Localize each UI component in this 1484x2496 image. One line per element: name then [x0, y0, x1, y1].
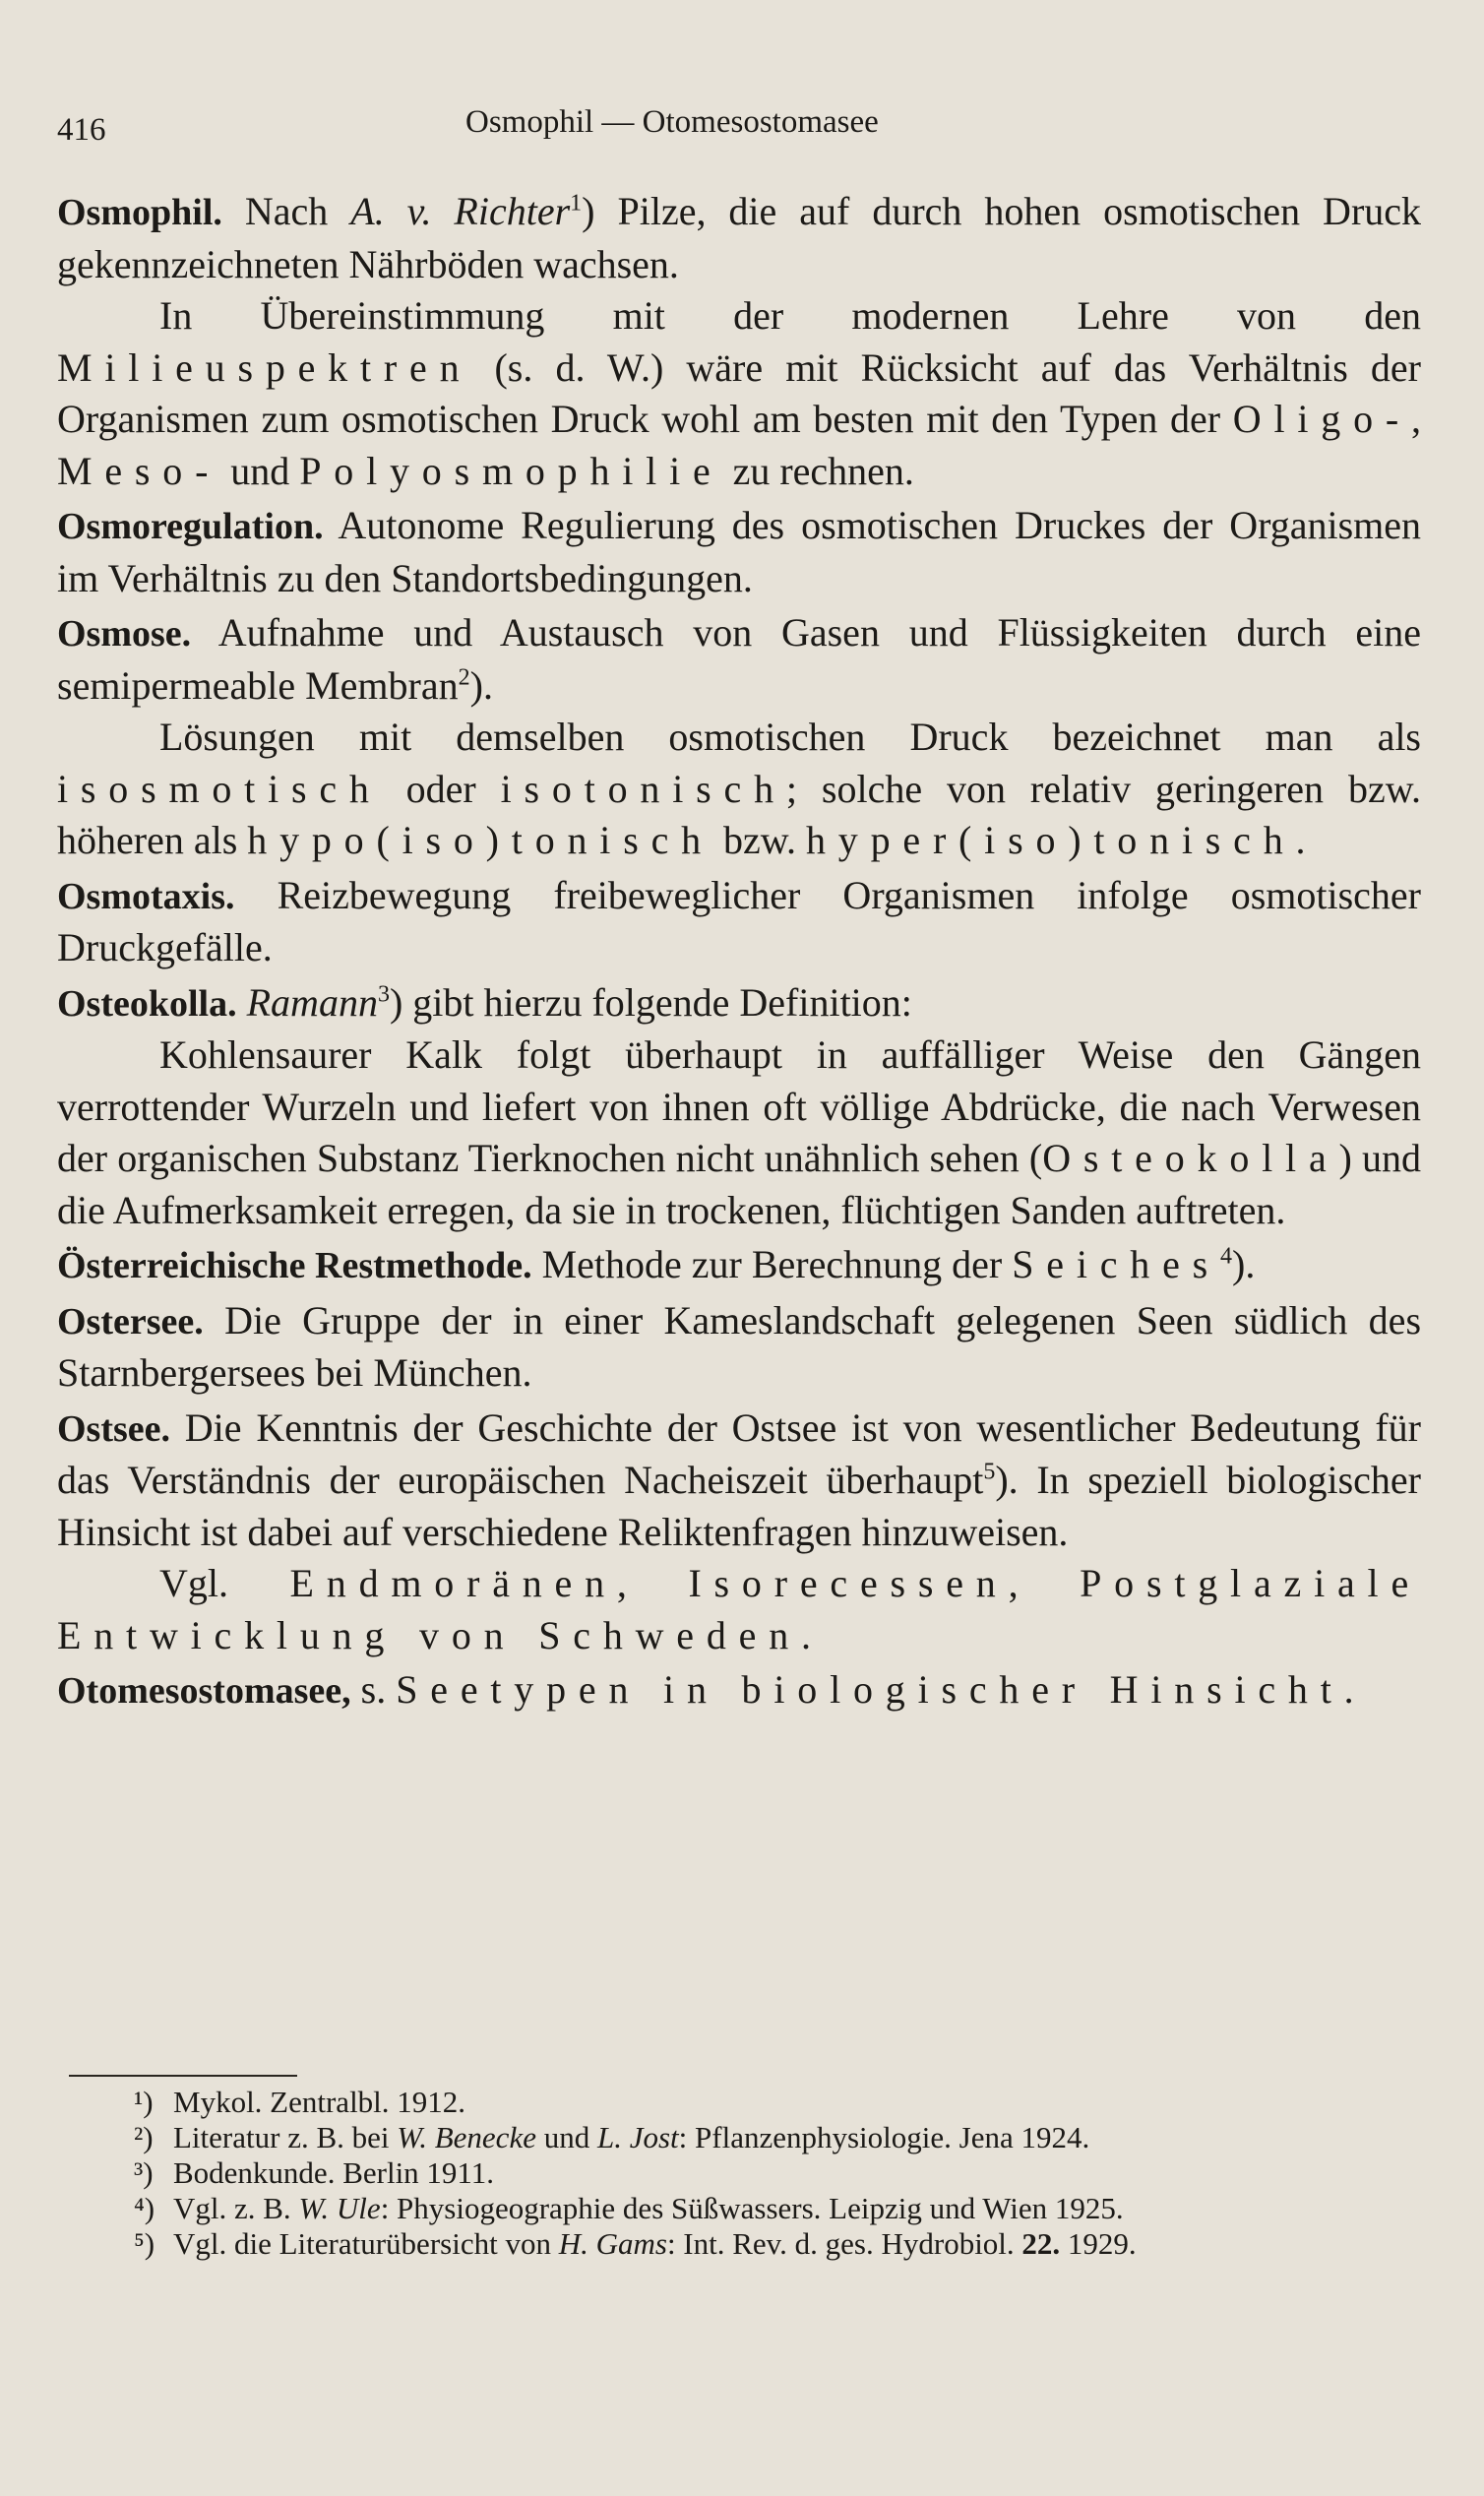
footnote-text: Bodenkunde. Berlin 1911.	[173, 2155, 495, 2190]
footnote-4	[57, 2191, 1421, 2226]
paragraph-ostsee-2	[57, 1558, 1421, 1661]
para-text: ,	[1411, 397, 1421, 441]
para-text: bzw.	[722, 818, 796, 862]
entry-text: Reizbewegung freibeweglicher Organismen infolge osmotischer Druckgefälle.	[57, 872, 1421, 969]
entry-head: Osmose.	[57, 613, 192, 655]
para-text: ) und die Aufmerksamkeit erregen, da sie in trockenen, flüchtigen Sanden auftreten.	[57, 1136, 1422, 1232]
entry-text: Die Gruppe der in einer Kameslandschaft gelegenen Seen südlich des Starnbergersees bei München.	[57, 1297, 1422, 1395]
main-text	[57, 183, 1421, 1717]
footnote-ref: 2	[458, 664, 470, 691]
para-text: .	[801, 1612, 812, 1657]
author-name: L. Jost	[596, 2120, 679, 2154]
para-text: (s. d. W.) wäre mit Rücksicht auf das Verhältnis der Organismen zum osmotischen Druck wohl am besten mit den Typen der	[57, 344, 1421, 441]
footnote-mark: ¹)	[134, 2085, 154, 2119]
author-name: A. v. Richter	[350, 189, 571, 233]
footnote-ref: 5	[983, 1459, 996, 1485]
footnote-text: Literatur z. B. bei	[173, 2120, 390, 2154]
para-text: Kohlensaurer Kalk folgt überhaupt in auffälliger Weise den Gängen verrottender Wurzeln und liefert von ihnen oft völlige Abdrücke, die nach Verwesen der organischen Substanz Tierknochen nicht unähnlich sehen (	[57, 1032, 1421, 1180]
spaced-term: Polyosmophilie	[299, 448, 723, 493]
para-text: oder	[405, 766, 476, 811]
entry-head: Ostersee.	[57, 1300, 204, 1342]
para-text: zu rechnen.	[732, 448, 914, 493]
footnote-text: Vgl. die Literaturübersicht von	[173, 2226, 551, 2261]
para-text: .	[1295, 818, 1306, 862]
footnote-divider	[69, 2075, 297, 2077]
footnote-text: und	[543, 2120, 590, 2154]
entry-ostersee	[57, 1295, 1421, 1400]
footnote-mark: ⁴)	[134, 2191, 155, 2225]
spaced-term: Postglaziale Entwicklung von Schweden	[57, 1561, 1422, 1657]
entry-text: Methode zur Berechnung der	[541, 1242, 1003, 1286]
entry-head: Otomesostomasee,	[57, 1670, 351, 1712]
entry-text: ) gibt hierzu folgende Definition:	[389, 979, 912, 1025]
para-text: ,	[616, 1561, 627, 1605]
footnote-ref: 4	[1220, 1243, 1233, 1270]
footnote-mark: ²)	[134, 2120, 154, 2154]
entry-ostsee	[57, 1403, 1421, 1559]
author-name: W. Ule	[298, 2191, 381, 2225]
entry-osteokolla	[57, 977, 1421, 1030]
spaced-term: Seetypen in biologischer Hinsicht	[396, 1667, 1344, 1712]
entry-head: Osmoregulation.	[57, 506, 324, 547]
footnote-mark: ³)	[134, 2155, 154, 2190]
entry-text: Aufnahme und Austausch von Gasen und Flüssigkeiten durch eine semipermeable Membran	[57, 610, 1421, 708]
entry-text: ).	[469, 662, 493, 708]
spaced-term: hyper(iso)tonisch	[805, 818, 1296, 862]
footnote-text: : Int. Rev. d. ges. Hydrobiol.	[666, 2226, 1015, 2261]
entry-head: Osmophil.	[57, 192, 222, 233]
footnote-3	[57, 2155, 1421, 2191]
spaced-term: Osteokolla	[1042, 1136, 1339, 1180]
footnote-5	[57, 2226, 1421, 2262]
page-number: 416	[57, 112, 106, 148]
entry-text: ). In speziell biologischer Hinsicht ist dabei auf verschiedene Reliktenfragen hinzuweisen.	[57, 1458, 1421, 1554]
footnote-ref: 3	[377, 981, 390, 1008]
entry-text: Nach	[244, 189, 329, 233]
running-title: Osmophil — Otomesostomasee	[465, 104, 879, 140]
spaced-term: Endmoränen	[289, 1561, 617, 1605]
footnote-text: Mykol. Zentralbl. 1912.	[173, 2085, 466, 2119]
footnote-text: 1929.	[1067, 2226, 1137, 2261]
footnote-mark: ⁵)	[134, 2226, 155, 2261]
para-text: und	[230, 448, 290, 493]
author-name: W. Benecke	[397, 2120, 536, 2154]
spaced-term: isosmotisch	[57, 766, 382, 811]
entry-osmophil	[57, 186, 1421, 290]
entry-head: Osmotaxis.	[57, 875, 235, 917]
spaced-term: Seiches	[1012, 1242, 1221, 1286]
entry-head: Ostsee.	[57, 1407, 171, 1450]
entry-head: Österreichische Restmethode.	[57, 1245, 532, 1286]
spaced-term: Isorecessen	[688, 1561, 1009, 1605]
entry-text: Autonome Regulierung des osmotischen Druckes der Organismen im Verhältnis zu den Standortsbedingungen.	[57, 503, 1421, 600]
entry-text: s.	[360, 1667, 387, 1712]
para-text: Lösungen mit demselben osmotischen Druck bezeichnet man als	[159, 715, 1421, 759]
entry-osmose	[57, 607, 1421, 712]
author-name: Ramann	[246, 979, 378, 1025]
footnote-text: : Pflanzenphysiologie. Jena 1924.	[678, 2120, 1090, 2154]
footnote-text: Vgl. z. B.	[173, 2191, 291, 2225]
spaced-term: Oligo-	[1232, 397, 1411, 441]
footnote-1	[57, 2085, 1421, 2120]
entry-head: Osteokolla.	[57, 982, 237, 1025]
author-name: H. Gams	[558, 2226, 667, 2261]
para-text: ; solche von relativ geringeren bzw. höheren als	[57, 766, 1422, 862]
entry-otomesostomasee	[57, 1664, 1421, 1717]
footnote-2	[57, 2120, 1421, 2155]
entry-text: Die Kenntnis der Geschichte der Ostsee ist von wesentlicher Bedeutung für das Verständnis der europäischen Nacheiszeit überhaupt	[57, 1404, 1421, 1502]
entry-restmethode	[57, 1239, 1421, 1292]
footnotes	[57, 2085, 1421, 2262]
volume-number: 22.	[1021, 2226, 1061, 2261]
para-text: Vgl.	[159, 1561, 228, 1605]
footnote-text: : Physiogeographie des Süßwassers. Leipzig und Wien 1925.	[380, 2191, 1124, 2225]
footnote-ref: 1	[570, 190, 583, 217]
spaced-term: Meso-	[57, 448, 221, 493]
page-header	[57, 104, 1421, 154]
para-text: ,	[1008, 1561, 1019, 1605]
entry-osmotaxis	[57, 870, 1421, 974]
spaced-term: hypo(iso)tonisch	[247, 818, 713, 862]
entry-text: ).	[1232, 1242, 1256, 1286]
paragraph-osmophil-2	[57, 290, 1421, 497]
entry-text: .	[1343, 1667, 1354, 1712]
spaced-term: isotonisch	[500, 766, 786, 811]
para-text: In Übereinstimmung mit der modernen Lehre von den	[159, 293, 1421, 338]
paragraph-osmose-2	[57, 712, 1421, 867]
spaced-term: Milieuspektren	[57, 344, 472, 390]
entry-osmoregulation	[57, 500, 1421, 604]
entry-text: ) Pilze, die auf durch hohen osmotischen Druck gekennzeichneten Nährböden wachsen.	[57, 189, 1422, 286]
paragraph-osteokolla-2	[57, 1030, 1421, 1236]
